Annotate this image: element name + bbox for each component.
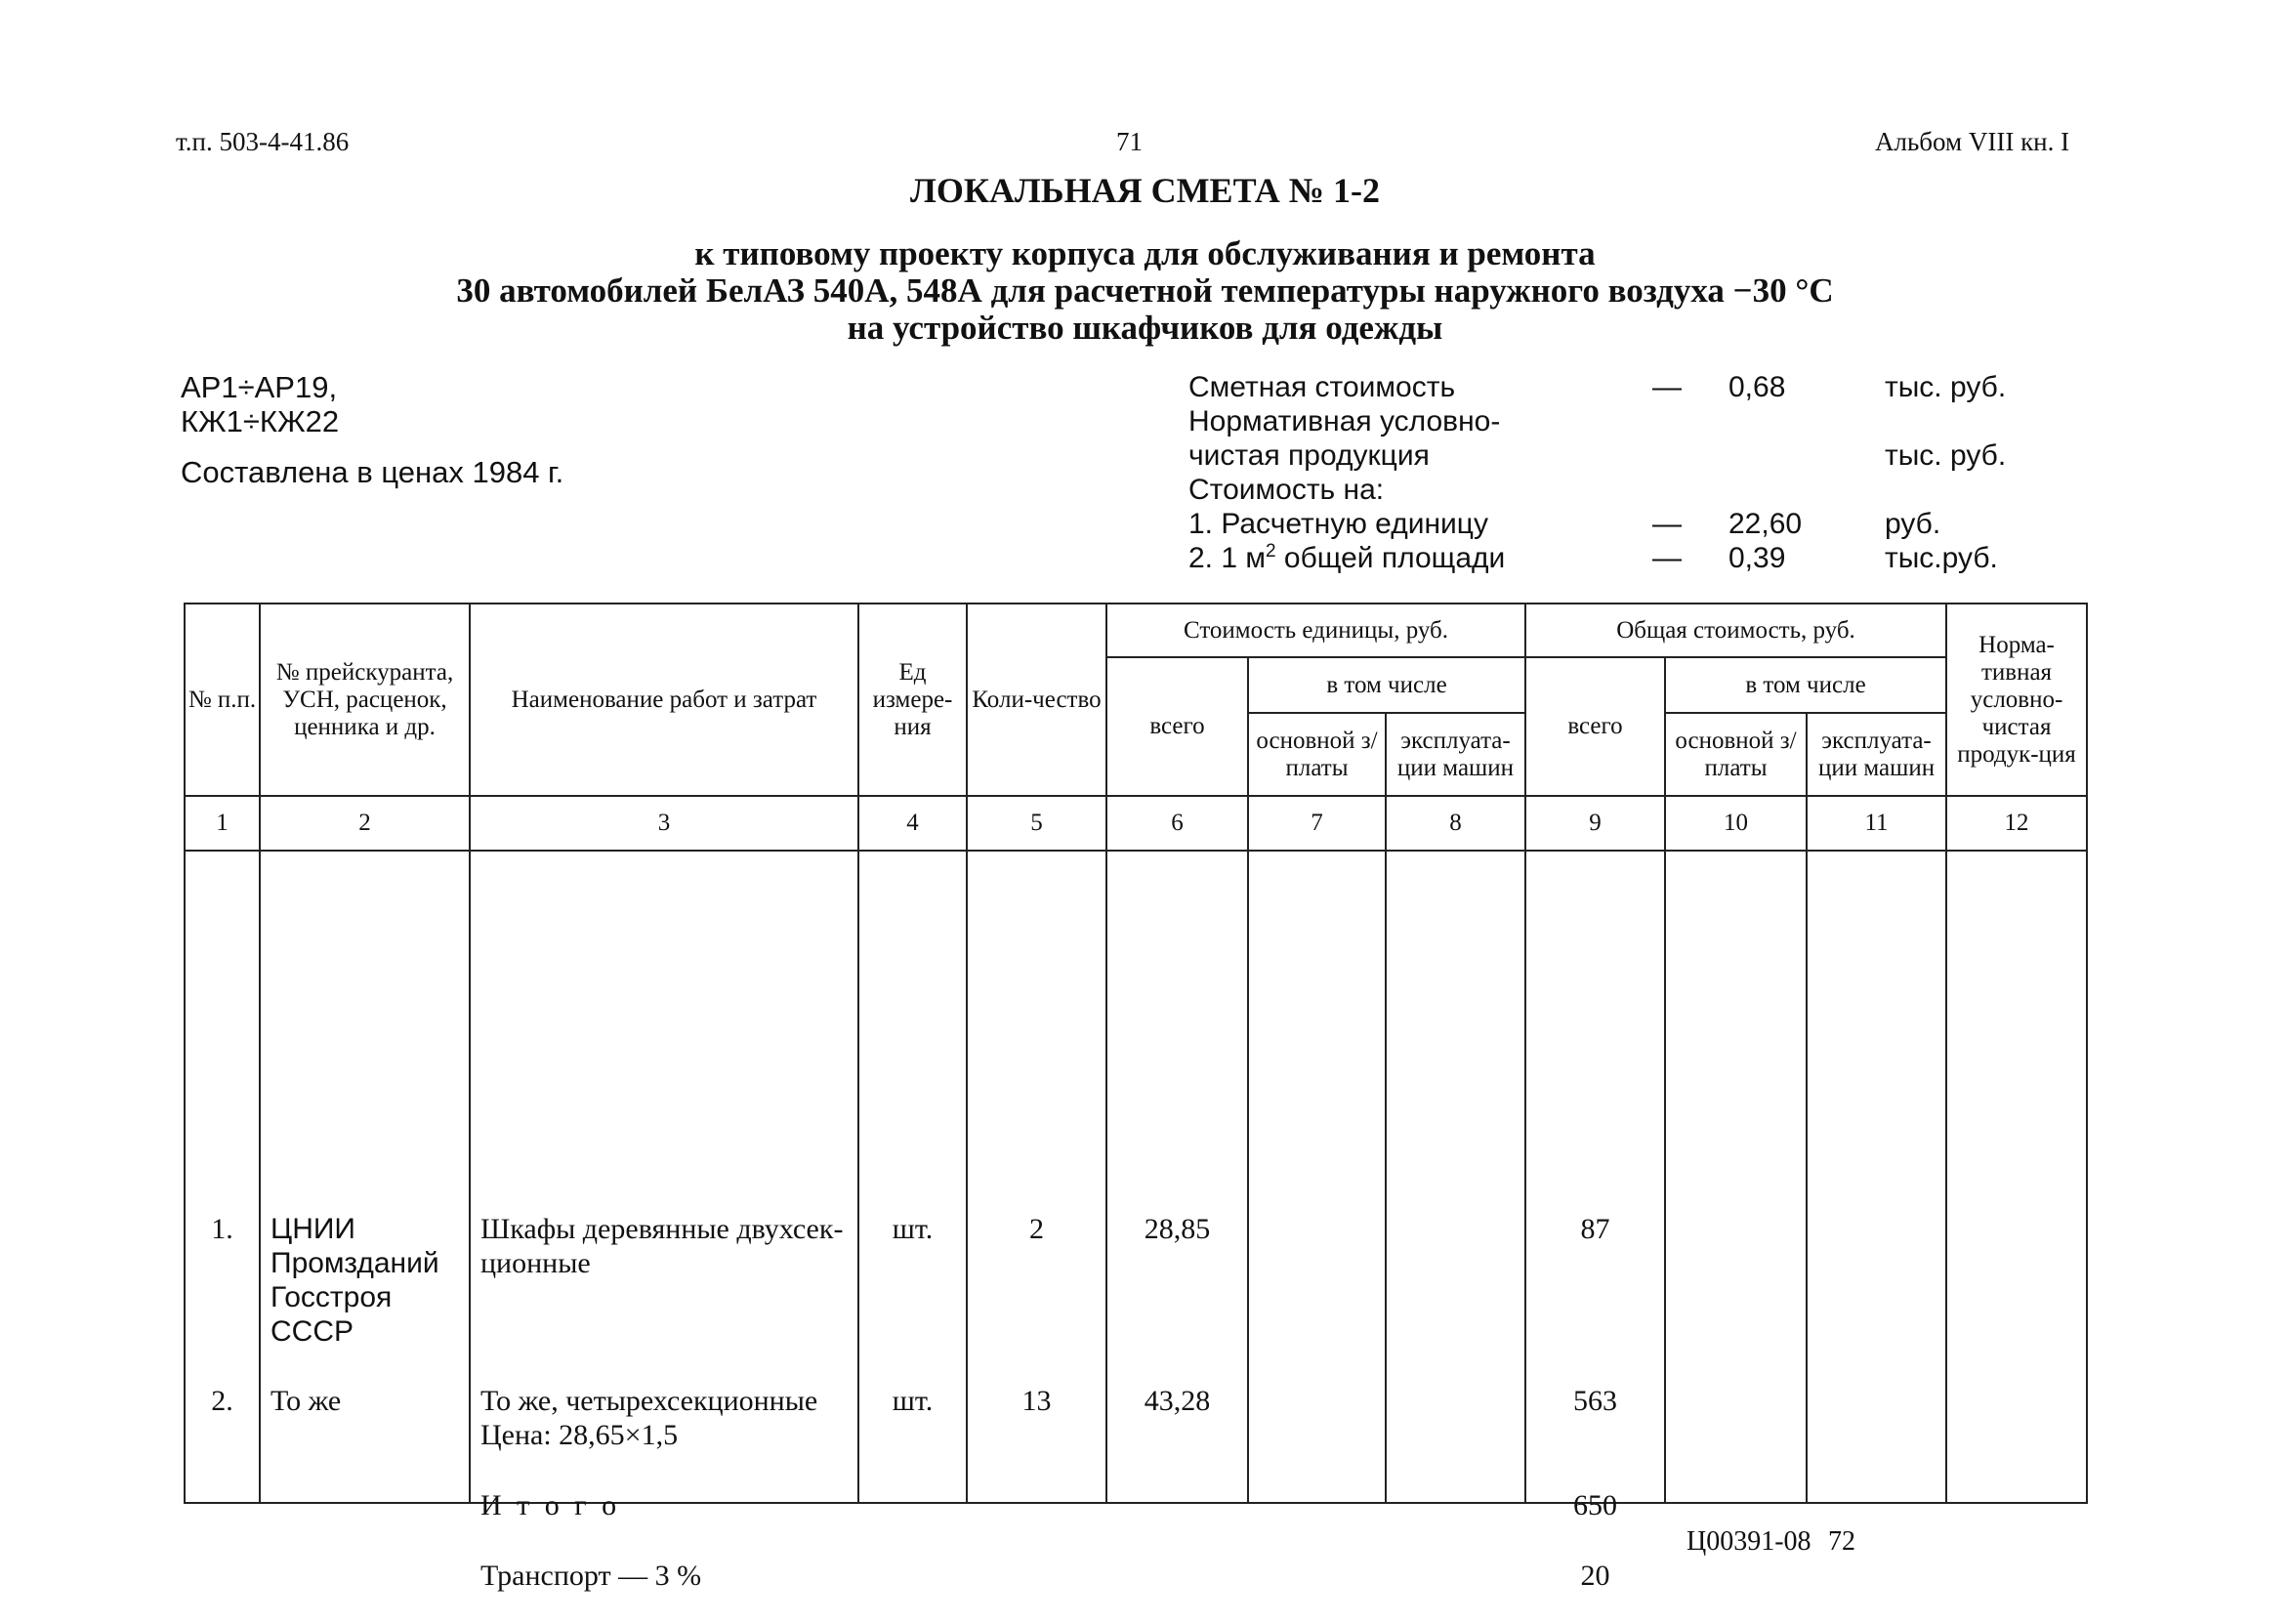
area-cost-value: 0,39 xyxy=(1728,542,1786,574)
drawing-codes-1: АР1÷АР19, xyxy=(181,370,338,404)
col-unit-machines-body xyxy=(1386,851,1525,1503)
col-source-body xyxy=(260,851,470,1503)
col-number: 3 xyxy=(470,796,858,851)
drawing-codes-2: КЖ1÷КЖ22 xyxy=(181,404,340,438)
header-total-cost-group: Общая стоимость, руб. xyxy=(1525,604,1946,657)
prices-note: Составлена в ценах 1984 г. xyxy=(181,455,564,489)
col-unit-total-body xyxy=(1106,851,1248,1503)
row-2-source: То же xyxy=(271,1385,342,1417)
header-unit-including: в том числе xyxy=(1248,657,1525,713)
header-normative: Норма-тивная условно-чистая продук-ция xyxy=(1946,604,2087,796)
area-cost-unit: тыс.руб. xyxy=(1885,542,1998,574)
row-1-name: Шкафы деревянные двухсек-ционные xyxy=(480,1213,844,1279)
row-2-num: 2. xyxy=(211,1385,233,1417)
col-number: 2 xyxy=(260,796,470,851)
header-total-machines: эксплуата-ции машин xyxy=(1807,713,1946,796)
row-2-name: То же, четырехсекционные xyxy=(480,1385,818,1417)
subtitle-line-2: 30 автомобилей БелАЗ 540А, 548А для расчетной температуры наружного воздуха −30 °С xyxy=(456,271,1834,310)
header-unit: Ед измере-ния xyxy=(858,604,967,796)
area-cost-label: 2. 1 $м^2$ общей площади xyxy=(1188,541,1506,574)
row-2-name-price: Цена: 28,65×1,5 xyxy=(480,1419,679,1451)
transport-label: Транспорт — 3 % xyxy=(480,1560,702,1592)
header-total-including: в том числе xyxy=(1665,657,1946,713)
col-number: 9 xyxy=(1525,796,1665,851)
row-2-unit-total: 43,28 xyxy=(1144,1385,1211,1417)
normative-label-1: Нормативная условно- xyxy=(1188,405,1501,437)
row-1-total: 87 xyxy=(1580,1213,1610,1245)
page-number: 71 xyxy=(1116,127,1143,156)
col-number: 5 xyxy=(967,796,1106,851)
col-number: 11 xyxy=(1807,796,1946,851)
col-number: 1 xyxy=(185,796,260,851)
normative-label-2: чистая продукция xyxy=(1188,439,1430,472)
doc-code: т.п. 503-4-41.86 xyxy=(176,127,350,156)
itogo-value: 650 xyxy=(1573,1489,1617,1521)
row-2-qty: 13 xyxy=(1021,1385,1052,1417)
estimated-cost-value: 0,68 xyxy=(1728,371,1786,403)
row-1-qty: 2 xyxy=(1029,1213,1044,1245)
col-normative-body xyxy=(1946,851,2087,1503)
header-unit-all: всего xyxy=(1106,657,1248,796)
row-1-num: 1. xyxy=(211,1213,233,1245)
col-number: 10 xyxy=(1665,796,1807,851)
subtitle-line-3: на устройство шкафчиков для одежды xyxy=(847,309,1443,347)
unit-cost-value: 22,60 xyxy=(1728,508,1803,540)
unit-cost-unit: руб. xyxy=(1885,508,1941,540)
header-total-wages: основной з/платы xyxy=(1665,713,1807,796)
header-unit-cost-group: Стоимость единицы, руб. xyxy=(1106,604,1525,657)
col-qty-body xyxy=(967,851,1106,1503)
header-total-all: всего xyxy=(1525,657,1665,796)
album-label: Альбом VIII кн. I xyxy=(1875,127,2070,156)
row-2-unit: шт. xyxy=(892,1385,934,1417)
itogo-label: И т о г о xyxy=(480,1489,621,1521)
unit-cost-label: 1. Расчетную единицу xyxy=(1188,508,1488,540)
estimated-cost-label: Сметная стоимость xyxy=(1188,371,1456,403)
header-name: Наименование работ и затрат xyxy=(470,604,858,796)
header-num: № п.п. xyxy=(185,604,260,796)
col-num-body xyxy=(185,851,260,1503)
header-unit-machines: эксплуата-ции машин xyxy=(1386,713,1525,796)
col-unit-body xyxy=(858,851,967,1503)
transport-value: 20 xyxy=(1580,1560,1610,1592)
col-name-body xyxy=(470,851,858,1592)
col-number: 4 xyxy=(858,796,967,851)
col-number: 6 xyxy=(1106,796,1248,851)
row-1-source: ЦНИИ Промзданий Госстроя СССР xyxy=(271,1213,439,1348)
footer-page: 72 xyxy=(1828,1526,1855,1557)
col-total-machines-body xyxy=(1807,851,1946,1503)
estimated-cost-dash: — xyxy=(1652,371,1682,403)
col-number: 12 xyxy=(1946,796,2087,851)
estimate-title: ЛОКАЛЬНАЯ СМЕТА № 1-2 xyxy=(910,171,1380,210)
estimated-cost-unit: тыс. руб. xyxy=(1885,371,2007,403)
header-qty: Коли-чество xyxy=(967,604,1106,796)
row-2-total: 563 xyxy=(1573,1385,1617,1417)
col-total-wages-body xyxy=(1665,851,1807,1503)
header-unit-wages: основной з/платы xyxy=(1248,713,1386,796)
col-total-body xyxy=(1525,851,1665,1592)
col-number: 8 xyxy=(1386,796,1525,851)
row-1-unit-total: 28,85 xyxy=(1144,1213,1211,1245)
header-price-list: № прейскуранта, УСН, расценок, ценника и др. xyxy=(260,604,470,796)
cost-on-label: Стоимость на: xyxy=(1188,474,1385,506)
subtitle-line-1: к типовому проекту корпуса для обслуживания и ремонта xyxy=(694,234,1596,272)
col-number: 7 xyxy=(1248,796,1386,851)
normative-unit: тыс. руб. xyxy=(1885,439,2007,472)
area-cost-dash: — xyxy=(1652,542,1682,574)
row-1-unit: шт. xyxy=(892,1213,934,1245)
footer-code: Ц00391-08 xyxy=(1686,1526,1811,1557)
col-unit-wages-body xyxy=(1248,851,1386,1503)
unit-cost-dash: — xyxy=(1652,508,1682,540)
